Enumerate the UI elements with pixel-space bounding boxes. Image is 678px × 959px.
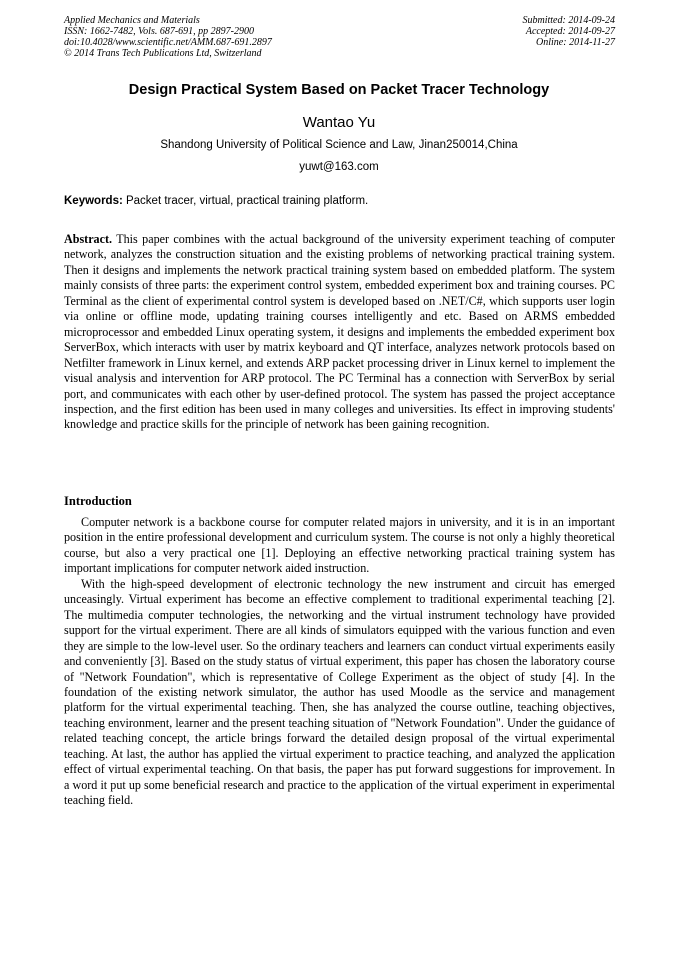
intro-paragraph-1: Computer network is a backbone course for computer related majors in university, and it is in an important position in the entire professional development and curriculum system. The course is not only a highly theoretical course, but also a very practical one [1]. Deploying an effective networking practical training system has important implications for computer network aided instruction. bbox=[64, 515, 615, 576]
journal-name: Applied Mechanics and Materials bbox=[64, 15, 200, 26]
copyright-line: © 2014 Trans Tech Publications Ltd, Switzerland bbox=[64, 48, 262, 59]
abstract-text: This paper combines with the actual background of the university experiment teaching of computer network, analyzes the construction situation and the existing problems of networking practical training system. Then it designs and implements the network practical training system based on embedded platform. The system mainly consists of three parts: the experiment control system, embedded experiment box and training courses. PC Terminal as the client of experimental control system is developed based on .NET/C#, which supports user login via online or offline mode, updating training courses intelligently and etc. Based on ARMS embedded microprocessor and embedded Linux operating system, it designs and implements the embedded experiment box ServerBox, which interacts with user by matrix keyboard and QT interface, analyzes network protocols based on Netfilter framework in Linux kernel, and extends ARP packet processing driver in Linux kernel to implement the visual analysis and intervention for ARP protocol. The PC Terminal has a connection with ServerBox by serial port, and communicates with each other by user-defined protocol. The system has passed the project acceptance inspection, and the first edition has been used in many colleges and universities. Its effect in improving students' knowledge and practice skills for the principle of network has been gaining recognition. bbox=[64, 232, 615, 432]
intro-paragraph-2: With the high-speed development of electronic technology the new instrument and circuit has emerged unceasingly. Virtual experiment has become an effective complement to traditional experimental teaching [2]. The multimedia computer technologies, the networking and the virtual instrument technology have provided support for the virtual experiment. There are all kinds of simulators equipped with the various function and even they are simple to the low-level user. So the ordinary teachers and learners can conduct virtual experiments easily and conveniently [3]. Based on the study status of virtual experiment, this paper has chosen the laboratory course of "Network Foundation", which is representative of College Experiment as the object of study [4]. In the foundation of the existing network simulator, the author has used Moodle as the service and management platform for the virtual experimental teaching. Then, she has analyzed the course outline, teaching objectives, teaching environment, learner and the present teaching situation of "Network Foundation". Under the guidance of related teaching concept, the article brings forward the detailed design proposal of the virtual experimental teaching. At last, the author has applied the virtual experiment to practice teaching, and analyzed the application effect of virtual experimental teaching. On that basis, the paper has put forward suggestions for improvement. In a word it put up some beneficial research and practice to the application of the virtual experiment in experimental teaching field. bbox=[64, 576, 615, 808]
keywords-label: Keywords: bbox=[64, 195, 123, 207]
online-date: Online: 2014-11-27 bbox=[536, 37, 615, 48]
abstract-label: Abstract. bbox=[64, 232, 113, 246]
author-email: yuwt@163.com bbox=[299, 161, 379, 173]
introduction-heading: Introduction bbox=[64, 494, 132, 508]
author-affiliation: Shandong University of Political Science and Law, Jinan250014,China bbox=[160, 139, 518, 151]
abstract-paragraph bbox=[64, 232, 615, 433]
author-name: Wantao Yu bbox=[302, 114, 376, 131]
journal-header-left bbox=[64, 15, 272, 59]
introduction-body bbox=[64, 515, 615, 809]
paper-title: Design Practical System Based on Packet Tracer Technology bbox=[128, 82, 550, 98]
accepted-date: Accepted: 2014-09-27 bbox=[525, 26, 615, 37]
submitted-date: Submitted: 2014-09-24 bbox=[522, 15, 615, 26]
doi-line: doi:10.4028/www.scientific.net/AMM.687-691.2897 bbox=[64, 37, 272, 48]
keywords-text: Packet tracer, virtual, practical training platform. bbox=[122, 195, 369, 207]
issn-line: ISSN: 1662-7482, Vols. 687-691, pp 2897-2900 bbox=[64, 26, 254, 37]
journal-header-right bbox=[523, 15, 616, 48]
keywords-line bbox=[64, 195, 616, 207]
